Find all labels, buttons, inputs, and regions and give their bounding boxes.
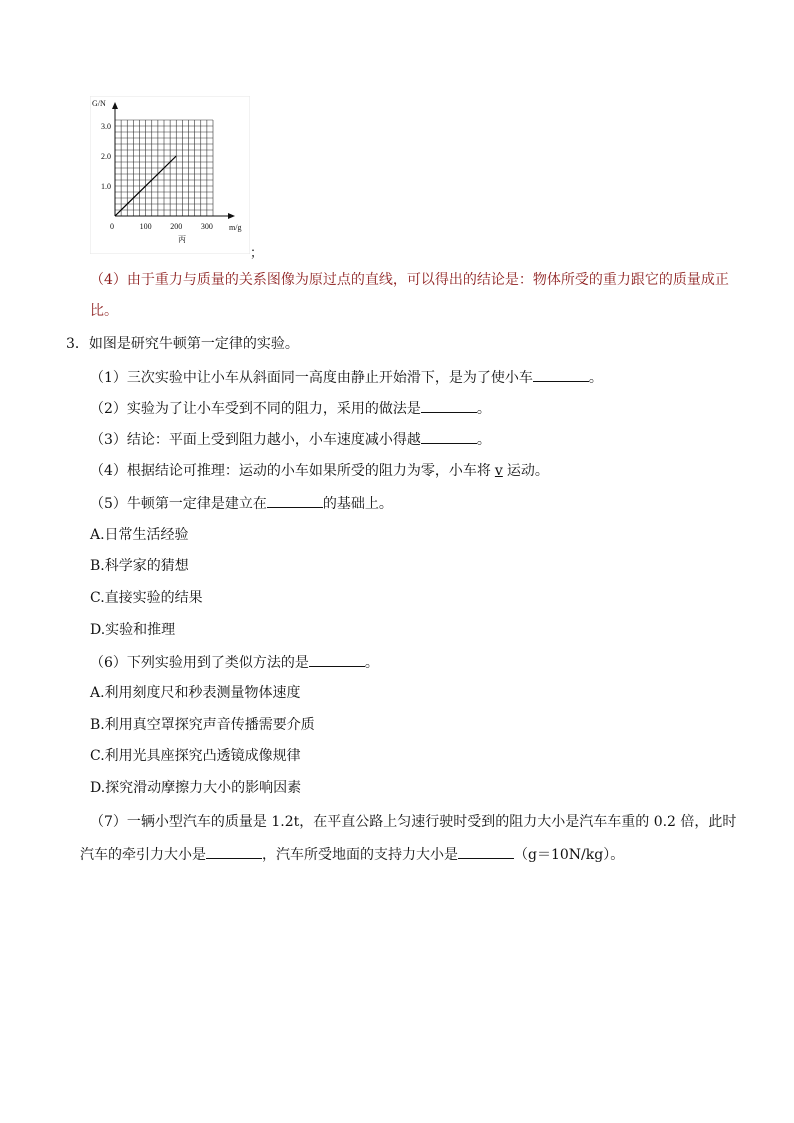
- chart-caption: 丙: [178, 235, 186, 244]
- part-7-text-c: （g＝10N/kg）。: [514, 847, 625, 863]
- part-5-option-b[interactable]: B.科学家的猜想: [90, 558, 189, 574]
- part-5-option-d[interactable]: D.实验和推理: [90, 622, 176, 638]
- part-6-end: 。: [364, 655, 379, 671]
- part-3-text: （3）结论：平面上受到阻力越小，小车速度减小得越: [90, 432, 421, 448]
- answer-blank-7a[interactable]: [206, 844, 262, 859]
- answer-blank-2[interactable]: [421, 398, 477, 413]
- part-4-end: 运动。: [506, 463, 549, 479]
- x-tick-label: 200: [170, 222, 183, 231]
- answer-blank-1[interactable]: [533, 367, 589, 382]
- part-2-end: 。: [476, 401, 491, 417]
- x-tick-label: 300: [200, 222, 213, 231]
- part-3-end: 。: [476, 432, 491, 448]
- chart-semicolon: ；: [250, 246, 264, 261]
- part-7-text-b: ，汽车所受地面的支持力大小是: [262, 847, 458, 863]
- part-1-text: （1）三次实验中让小车从斜面同一高度由静止开始滑下，是为了使小车: [90, 370, 533, 386]
- chart-svg: [90, 96, 250, 254]
- part-6-option-d[interactable]: D.探究滑动摩擦力大小的影响因素: [90, 780, 302, 796]
- question-3-part-2: [90, 398, 491, 419]
- part-5-end: 的基础上。: [322, 496, 393, 512]
- part-5-text: （5）牛顿第一定律是建立在: [90, 496, 267, 512]
- answer-4-line-2: 比。: [90, 303, 118, 319]
- question-3-part-6: [90, 652, 379, 673]
- part-6-option-a[interactable]: A.利用刻度尺和秒表测量物体速度: [90, 685, 301, 701]
- part-5-option-a[interactable]: A.日常生活经验: [90, 527, 189, 543]
- question-3-part-4: [90, 461, 549, 481]
- answer-blank-3[interactable]: [421, 429, 477, 444]
- part-6-option-c[interactable]: C.利用光具座探究凸透镜成像规律: [90, 748, 301, 764]
- gravity-mass-chart: [90, 96, 250, 254]
- question-3-part-5: [90, 493, 393, 514]
- answer-blank-7b[interactable]: [458, 844, 514, 859]
- y-tick-label: 1.0: [101, 182, 111, 191]
- part-4-blank-v[interactable]: v: [494, 463, 503, 479]
- part-2-text: （2）实验为了让小车受到不同的阻力，采用的做法是: [90, 401, 421, 417]
- question-3-part-3: [90, 429, 491, 450]
- question-3-intro: 3．如图是研究牛顿第一定律的实验。: [66, 336, 299, 352]
- question-3-part-7-line-2: [80, 844, 624, 865]
- x-tick-label: 100: [139, 222, 152, 231]
- question-3-part-1: [90, 367, 603, 388]
- part-6-option-b[interactable]: B.利用真空罩探究声音传播需要介质: [90, 717, 315, 733]
- part-4-text: （4）根据结论可推理：运动的小车如果所受的阻力为零，小车将: [90, 463, 491, 479]
- y-tick-label: 3.0: [101, 122, 111, 131]
- part-1-end: 。: [588, 370, 603, 386]
- answer-blank-5[interactable]: [267, 493, 323, 508]
- x-tick-label: 0: [110, 222, 114, 231]
- answer-4-line-1: （4）由于重力与质量的关系图像为原过点的直线，可以得出的结论是：物体所受的重力跟它的质量成正: [90, 272, 729, 288]
- x-axis-label: m/g: [229, 223, 242, 232]
- question-3-part-7-line-1: （7）一辆小型汽车的质量是 1.2t，在平直公路上匀速行驶时受到的阻力大小是汽车车重的 0.2 倍，此时: [90, 814, 737, 830]
- part-6-text: （6）下列实验用到了类似方法的是: [90, 655, 309, 671]
- y-tick-label: 2.0: [101, 152, 111, 161]
- answer-blank-6[interactable]: [309, 652, 365, 667]
- part-7-text-a: 汽车的牵引力大小是: [80, 847, 206, 863]
- part-5-option-c[interactable]: C.直接实验的结果: [90, 590, 203, 606]
- y-axis-label: G/N: [92, 99, 106, 108]
